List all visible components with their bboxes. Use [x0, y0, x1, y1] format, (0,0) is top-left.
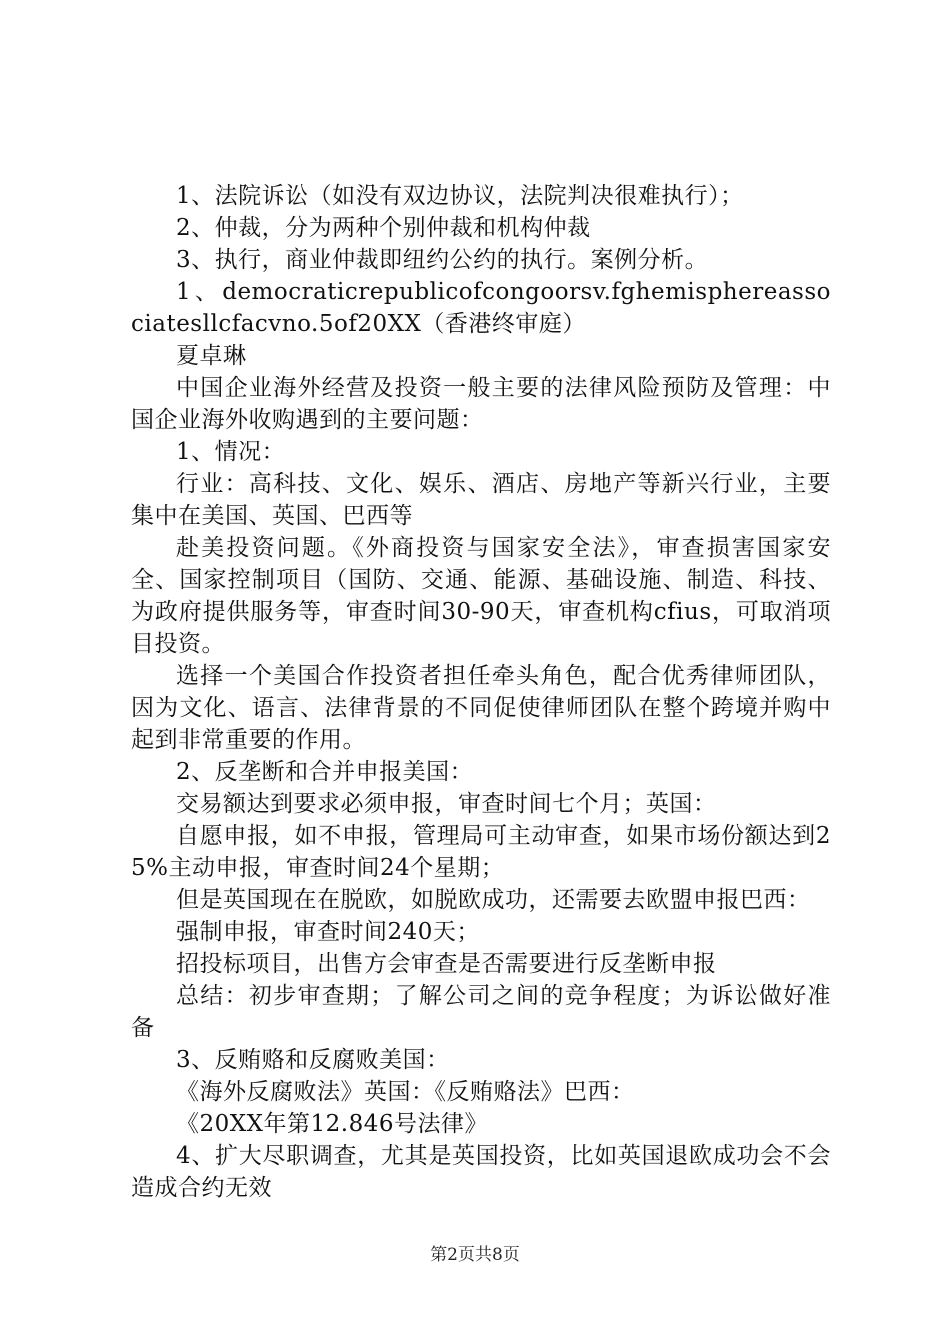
paragraph-17: 总结：初步审查期；了解公司之间的竞争程度；为诉讼做好准备: [131, 983, 831, 1041]
document-body: [131, 180, 831, 1204]
paragraph-9: 赴美投资问题。《外商投资与国家安全法》，审查损害国家安全、国家控制项目（国防、交通、能源、基础设施、制造、科技、为政府提供服务等，审查时间30-90天，审查机构cfius，可取消项目投资。: [131, 535, 831, 657]
paragraph-19: 《海外反腐败法》英国：《反贿赂法》巴西：: [176, 1079, 635, 1105]
paragraph-11: 2、反垄断和合并申报美国：: [176, 759, 474, 785]
paragraph-20: 《20XX年第12.846号法律》: [176, 1111, 488, 1137]
paragraph-3: 3、执行，商业仲裁即纽约公约的执行。案例分析。: [176, 247, 709, 273]
page-total: 共8页: [475, 1245, 520, 1265]
paragraph-21: 4、扩大尽职调查，尤其是英国投资，比如英国退欧成功会不会造成合约无效: [131, 1143, 831, 1201]
paragraph-6: 中国企业海外经营及投资一般主要的法律风险预防及管理：中国企业海外收购遇到的主要问题：: [131, 375, 831, 433]
paragraph-2: 2、仲裁，分为两种个别仲裁和机构仲裁: [176, 215, 591, 241]
paragraph-16: 招投标项目，出售方会审查是否需要进行反垄断申报: [176, 951, 717, 977]
paragraph-13: 自愿申报，如不申报，管理局可主动审查，如果市场份额达到25%主动申报，审查时间24个星期；: [131, 823, 831, 881]
paragraph-7: 1、情况：: [176, 439, 286, 465]
paragraph-12: 交易额达到要求必须申报，审查时间七个月；英国：: [176, 791, 717, 817]
paragraph-10: 选择一个美国合作投资者担任牵头角色，配合优秀律师团队，因为文化、语言、法律背景的不同促使律师团队在整个跨境并购中起到非常重要的作用。: [131, 663, 831, 753]
paragraph-4: 1、democraticrepublicofcongoorsv.fghemisphereassociatesllcfacvno.5of20XX（香港终审庭）: [131, 279, 831, 337]
paragraph-8: 行业：高科技、文化、娱乐、酒店、房地产等新兴行业，主要集中在美国、英国、巴西等: [131, 471, 831, 529]
paragraph-15: 强制申报，审查时间240天；: [176, 919, 480, 945]
page-number: 第2页: [430, 1245, 475, 1265]
paragraph-1: 1、法院诉讼（如没有双边协议，法院判决很难执行）；: [176, 183, 744, 209]
paragraph-18: 3、反贿赂和反腐败美国：: [176, 1047, 450, 1073]
page-footer: [0, 1243, 950, 1267]
paragraph-14: 但是英国现在在脱欧，如脱欧成功，还需要去欧盟申报巴西：: [176, 887, 811, 913]
paragraph-5: 夏卓琳: [176, 343, 247, 369]
